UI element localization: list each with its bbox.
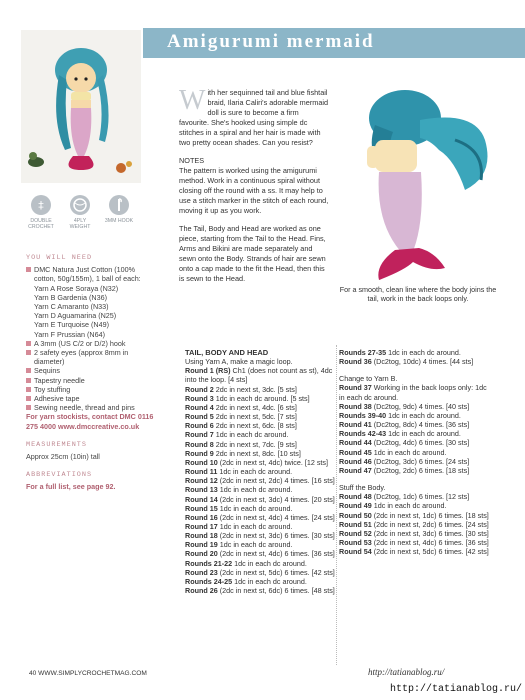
round-text: (2dc in next st, 4dc) 6 times. [36 sts] — [217, 549, 335, 559]
round-number: Round 11 — [185, 467, 218, 477]
round-instruction — [339, 529, 489, 538]
round-number: Round 46 — [339, 456, 372, 466]
round-instruction — [339, 457, 489, 466]
round-text: (2dc in next st, 2dc) 4 times. [16 sts] — [217, 476, 335, 486]
notes-paragraph: The Tail, Body and Head are worked as one piece, starting from the Tail to the Head. Fins, Arms and Bikini are made separately and sewn onto the Body. Strands of hair are sewn onto a cap made to the fit the Head, then this is sewn to the Head. — [179, 224, 326, 283]
round-number: Round 26 — [185, 586, 218, 596]
round-instruction — [339, 420, 489, 429]
round-text: (Dc2tog, 2dc) 6 times. [18 sts] — [371, 465, 470, 475]
round-instruction — [185, 394, 335, 403]
round-instruction — [185, 568, 335, 577]
round-number: Round 3 — [185, 393, 214, 403]
round-instruction — [185, 495, 335, 504]
round-instruction — [339, 448, 489, 457]
icon-label: 3MM HOOK — [104, 218, 134, 224]
you-will-need-heading: YOU WILL NEED — [26, 254, 93, 262]
round-instruction — [185, 504, 335, 513]
measurements-heading: MEASUREMENTS — [26, 440, 87, 449]
round-text: 1dc in each dc around. — [232, 576, 307, 586]
round-number: Round 18 — [185, 531, 218, 541]
round-text: Working in the back loops only: 1dc in each dc around. — [339, 383, 487, 402]
round-number: Rounds 24-25 — [185, 576, 233, 586]
column-divider — [336, 345, 337, 665]
svg-text:‡: ‡ — [38, 199, 44, 212]
icon-yarn-weight — [65, 195, 95, 230]
round-number: Round 50 — [339, 510, 372, 520]
round-instruction — [339, 348, 489, 357]
round-instruction — [339, 547, 489, 556]
rounds-list — [339, 383, 489, 475]
round-text: (2dc in next st, 5dc) 6 times. [42 sts] — [371, 547, 489, 557]
round-number: Round 47 — [339, 465, 372, 475]
icon-label: 4PLY WEIGHT — [69, 218, 91, 230]
round-text: (2dc in next st, 4dc) 6 times. [36 sts] — [371, 537, 489, 547]
round-instruction — [339, 501, 489, 510]
round-instruction — [185, 440, 335, 449]
round-text: 2dc in next st, 7dc. [9 sts] — [213, 439, 297, 449]
round-instruction — [185, 385, 335, 394]
round-instruction — [185, 403, 335, 412]
intro-lead: ith her sequinned tail and blue fishtail braid, Ilaria Caliri's adorable mermaid doll is sure to become a firm favourite. She's hooked using simple dc stitches in a spiral and her hair is made with two pretty ocean shades. Can you resist? — [179, 88, 329, 147]
mermaid-photo-large — [335, 80, 510, 285]
round-number: Round 8 — [185, 439, 214, 449]
round-text: 2dc in next st, 4dc. [6 sts] — [213, 402, 297, 412]
rounds-list — [185, 366, 335, 595]
round-text: 1dc in each dc around. — [217, 503, 293, 513]
abbreviations-link[interactable]: For a full list, see page 92. — [26, 482, 116, 492]
notes-heading: NOTES — [179, 156, 205, 165]
round-number: Round 12 — [185, 476, 218, 486]
round-instruction — [185, 513, 335, 522]
round-text: (2dc in next st, 4dc) 4 times. [24 sts] — [217, 512, 335, 522]
materials-text: Toy stuffing — [34, 384, 71, 394]
round-instruction — [339, 438, 489, 447]
round-number: Round 19 — [185, 540, 218, 550]
round-text: (Dc2tog, 1dc) 6 times. [12 sts] — [371, 492, 470, 502]
round-text: 1dc in each dc around. — [386, 410, 461, 420]
round-instruction — [339, 492, 489, 501]
round-number: Round 54 — [339, 547, 372, 557]
materials-text: Sewing needle, thread and pins — [34, 403, 135, 413]
mermaid-photo-small — [21, 30, 141, 183]
round-text: (Dc2tog, 9dc) 4 times. [40 sts] — [371, 401, 470, 411]
round-number: Round 48 — [339, 492, 372, 502]
round-instruction — [185, 467, 335, 476]
round-number: Round 41 — [339, 420, 372, 430]
round-text: 1dc in each dc around. — [217, 540, 293, 550]
materials-item — [26, 366, 154, 375]
round-instruction — [185, 559, 335, 568]
round-number: Round 23 — [185, 567, 218, 577]
round-number: Round 37 — [339, 383, 372, 393]
round-number: Round 49 — [339, 501, 372, 511]
instruction-line: Change to Yarn B. — [339, 374, 398, 384]
round-number: Rounds 27-35 — [339, 348, 387, 357]
round-number: Round 1 (RS) — [185, 366, 231, 376]
yarn-item: Yarn F Prussian (N64) — [34, 329, 105, 339]
round-instruction — [185, 549, 335, 558]
round-text: (Dc2tog, 4dc) 6 times. [30 sts] — [371, 438, 470, 448]
round-instruction — [339, 538, 489, 547]
round-instruction — [185, 449, 335, 458]
round-number: Round 9 — [185, 448, 214, 458]
round-number: Round 10 — [185, 457, 218, 467]
measurements-text: Approx 25cm (10in) tall — [26, 452, 100, 462]
round-text: 1dc in each dc around. — [371, 447, 447, 457]
round-number: Round 13 — [185, 485, 218, 495]
round-number: Round 2 — [185, 384, 214, 394]
round-text: 1dc in each dc around. — [217, 485, 293, 495]
materials-text: A 3mm (US C/2 or D/2) hook — [34, 338, 126, 348]
round-number: Round 17 — [185, 521, 218, 531]
watermark-url: http://tatianablog.ru/ — [390, 684, 523, 695]
pattern-column-2 — [339, 348, 489, 556]
bullet-square-icon — [26, 396, 31, 401]
round-number: Rounds 21-22 — [185, 558, 233, 568]
round-instruction — [339, 383, 489, 401]
bullet-square-icon — [26, 387, 31, 392]
instruction-line: Stuff the Body. — [339, 483, 386, 493]
stockists-link[interactable]: For yarn stockists, contact DMC 0116 275 4000 www.dmccreative.co.uk — [26, 412, 154, 431]
icon-hook-size — [104, 195, 134, 230]
round-instruction — [339, 466, 489, 475]
yarn-item: Yarn B Gardenia (N36) — [34, 292, 107, 302]
yarn-item: Yarn C Amaranto (N33) — [34, 302, 109, 312]
round-text: 2dc in next st, 8dc. [10 sts] — [213, 448, 301, 458]
round-instruction — [185, 412, 335, 421]
round-text: 2dc in next st, 6dc. [8 sts] — [213, 421, 297, 431]
bullet-square-icon — [26, 350, 31, 355]
section-heading: TAIL, BODY AND HEAD — [185, 348, 269, 357]
yarn-list — [26, 284, 154, 339]
round-instruction — [339, 357, 489, 366]
materials-item — [26, 403, 154, 412]
materials-item — [26, 348, 154, 366]
materials-item — [26, 376, 154, 385]
round-text: (2dc in next st, 1dc) 6 times. [18 sts] — [371, 510, 489, 520]
round-instruction — [339, 411, 489, 420]
round-text: 1dc in each dc around. — [217, 467, 293, 477]
notes-paragraph: The pattern is worked using the amigurumi method. Work in a continuous spiral without closing off the round with a ss. It may help to use a stitch marker in the stitch of each round, moving it up as you work. — [179, 166, 329, 215]
round-number: Round 53 — [339, 537, 372, 547]
round-text: 1dc in each dc around. — [386, 429, 461, 439]
materials-text: Tapestry needle — [34, 375, 85, 385]
round-text: 2dc in next st, 3dc. [5 sts] — [213, 384, 297, 394]
drop-cap: W — [179, 85, 206, 116]
round-text: 1dc in each dc around. [5 sts] — [213, 393, 310, 403]
footer-source-url[interactable]: http://tatianablog.ru/ — [368, 667, 445, 677]
materials-text: Adhesive tape — [34, 394, 80, 404]
rounds-list — [339, 348, 489, 366]
round-text: (2dc in next st, 5dc) 6 times. [42 sts] — [217, 567, 335, 577]
round-instruction — [339, 429, 489, 438]
materials-item — [26, 394, 154, 403]
round-text: 1dc in each dc around. — [371, 501, 447, 511]
round-instruction — [185, 476, 335, 485]
double-crochet-icon — [31, 195, 51, 215]
instruction-line: Using Yarn A, make a magic loop. — [185, 357, 293, 367]
materials-item — [26, 385, 154, 394]
round-instruction — [185, 540, 335, 549]
round-instruction — [185, 485, 335, 494]
round-number: Round 6 — [185, 421, 214, 431]
icon-double-crochet — [26, 195, 56, 230]
round-text: (2dc in next st, 3dc) 6 times. [30 sts] — [217, 531, 335, 541]
round-text: (Dc2tog, 8dc) 4 times. [36 sts] — [371, 420, 470, 430]
round-instruction — [185, 531, 335, 540]
footer-page-number: 40 WWW.SIMPLYCROCHETMAG.COM — [29, 670, 147, 677]
round-number: Round 20 — [185, 549, 218, 559]
bullet-square-icon — [26, 341, 31, 346]
round-number: Rounds 42-43 — [339, 429, 387, 439]
round-text: (2dc in next st, 2dc) 6 times. [24 sts] — [371, 519, 489, 529]
bullet-square-icon — [26, 267, 31, 272]
round-text: (2dc in next st, 6dc) 6 times. [48 sts] — [217, 586, 335, 596]
skill-icons — [26, 195, 154, 230]
round-text: 2dc in next st, 5dc. [7 sts] — [213, 412, 297, 422]
sidebar — [26, 195, 154, 492]
round-text: (2dc in next st, 3dc) 4 times. [20 sts] — [217, 494, 335, 504]
round-number: Round 44 — [339, 438, 372, 448]
round-text: 1dc in each dc around. — [232, 558, 307, 568]
icon-label: DOUBLE CROCHET — [28, 218, 54, 230]
bullet-square-icon — [26, 378, 31, 383]
yarn-item: Yarn E Turquoise (N49) — [34, 320, 109, 330]
round-number: Round 14 — [185, 494, 218, 504]
yarn-item: Yarn A Rose Soraya (N32) — [34, 283, 119, 293]
round-text: 1dc in each dc around. — [386, 348, 461, 357]
round-text: Ch1 (does not count as st), 4dc into the loop. [4 sts] — [185, 366, 333, 385]
round-text: 1dc in each dc around. — [213, 430, 289, 440]
materials-text: Sequins — [34, 366, 60, 376]
round-number: Round 7 — [185, 430, 214, 440]
photo-caption: For a smooth, clean line where the body joins the tail, work in the back loops only. — [339, 285, 497, 303]
title-bar — [143, 28, 525, 58]
materials-item — [26, 265, 154, 283]
round-instruction — [185, 586, 335, 595]
round-text: (2dc in next st, 3dc) 6 times. [30 sts] — [371, 528, 489, 538]
round-number: Rounds 39-40 — [339, 410, 387, 420]
page-title: Amigurumi mermaid — [167, 31, 375, 52]
crochet-hook-icon — [109, 195, 129, 215]
round-instruction — [185, 366, 335, 384]
round-instruction — [339, 511, 489, 520]
round-text: 1dc in each dc around. — [217, 521, 293, 531]
round-number: Round 52 — [339, 528, 372, 538]
round-instruction — [185, 421, 335, 430]
yarn-ball-icon — [70, 195, 90, 215]
round-text: (Dc2tog, 3dc) 6 times. [24 sts] — [371, 456, 470, 466]
materials-intro: DMC Natura Just Cotton (100% cotton, 50g/155m), 1 ball of each: — [34, 265, 141, 284]
round-number: Round 4 — [185, 402, 214, 412]
round-number: Round 38 — [339, 401, 372, 411]
abbreviations-heading: ABBREVIATIONS — [26, 471, 93, 480]
round-number: Round 45 — [339, 447, 372, 457]
round-text: (Dc2tog, 10dc) 4 times. [44 sts] — [371, 357, 474, 367]
round-number: Round 5 — [185, 412, 214, 422]
round-instruction — [185, 430, 335, 439]
bullet-square-icon — [26, 405, 31, 410]
intro-text — [179, 85, 329, 284]
round-instruction — [339, 520, 489, 529]
round-number: Round 51 — [339, 519, 372, 529]
round-number: Round 36 — [339, 357, 372, 367]
rounds-list — [339, 492, 489, 556]
round-number: Round 15 — [185, 503, 218, 513]
round-instruction — [339, 402, 489, 411]
round-instruction — [185, 522, 335, 531]
yarn-item: Yarn D Aguamarina (N25) — [34, 311, 117, 321]
pattern-column-1 — [185, 348, 335, 595]
round-instruction — [185, 577, 335, 586]
round-instruction — [185, 458, 335, 467]
round-text: (2dc in next st, 4dc) twice. [12 sts] — [217, 457, 329, 467]
materials-item — [26, 339, 154, 348]
materials-text: 2 safety eyes (approx 8mm in diameter) — [34, 348, 129, 367]
bullet-square-icon — [26, 368, 31, 373]
round-number: Round 16 — [185, 512, 218, 522]
